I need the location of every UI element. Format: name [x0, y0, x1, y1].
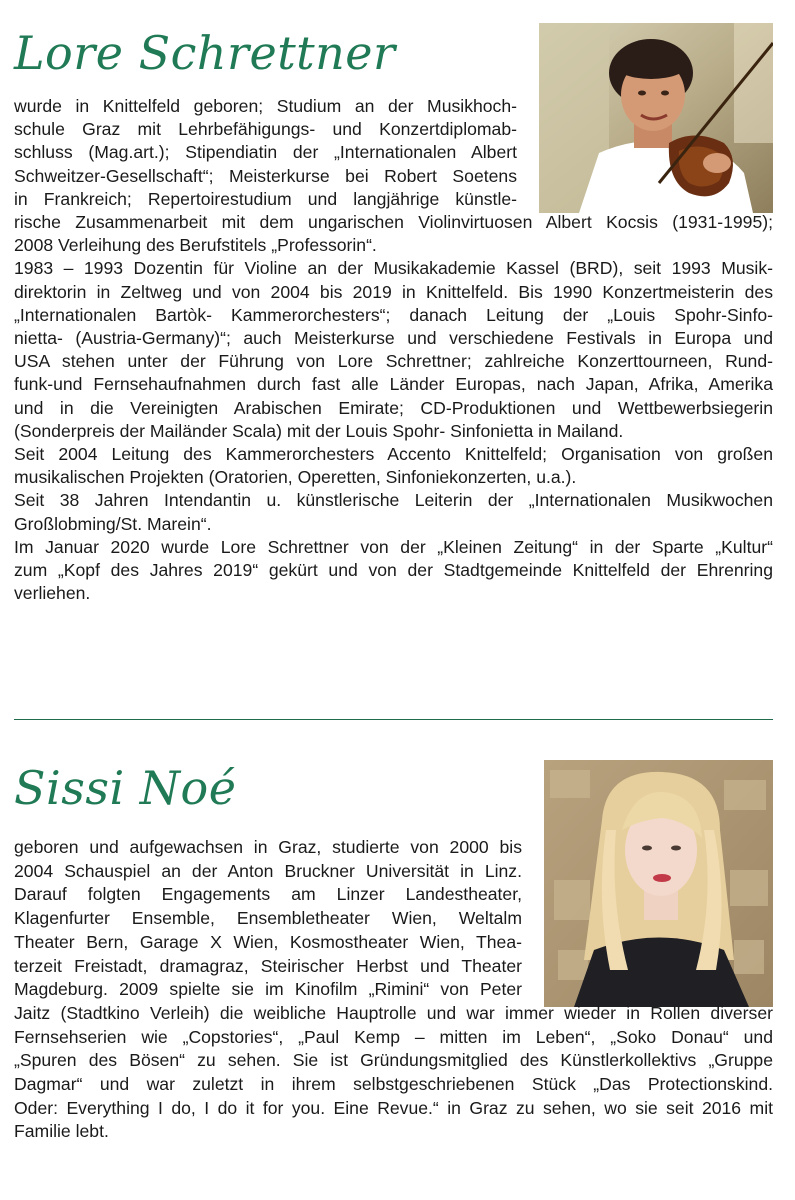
- bio-line: Familie lebt.: [14, 1121, 109, 1142]
- bio-line: und in die Vereinigten Arabischen Emirate; CD-Produktionen und Wettbewerbsiegerin: [14, 397, 773, 418]
- bio-line: zum „Kopf des Jahres 2019“ gekürt und von der Stadtgemeinde Knittelfeld der Ehrenring: [14, 560, 773, 580]
- bio-line: 1983 – 1993 Dozentin für Violine an der Musikakademie Kassel (BRD), seit 1993 Musik-: [14, 258, 773, 279]
- bio-line: Theater Bern, Garage X Wien, Kosmostheater Wien, Thea-: [14, 931, 522, 952]
- bio-name: Sissi Noé: [14, 761, 237, 815]
- bio-line: nietta- (Austria-Germany)“; auch Meisterkurse und verschiedene Festivals in Europa und: [14, 328, 773, 348]
- bio-line: Magdeburg. 2009 spielte sie im Kinofilm „Rimini“ von Peter: [14, 979, 522, 1000]
- bio-line: Klagenfurter Ensemble, Ensembletheater Wien, Weltalm: [14, 908, 522, 929]
- bio-line: rische Zusammenarbeit mit dem ungarischen Violinvirtuosen Albert Kocsis (1931-1995);: [14, 212, 773, 232]
- bio-line: musikalischen Projekten (Oratorien, Operetten, Sinfoniekonzerten, u.a.).: [14, 467, 577, 488]
- bio-line: schluss (Mag.art.); Stipendiatin der „Internationalen Albert: [14, 142, 517, 163]
- bio-line: „Internationalen Bartòk- Kammerorchesters“; danach Leitung der „Louis Spohr-Sinfo-: [14, 304, 773, 325]
- bio-line: Großlobming/St. Marein“.: [14, 513, 212, 534]
- bio-line: 2008 Verleihung des Berufstitels „Professorin“.: [14, 235, 377, 256]
- bio-line: Seit 2004 Leitung des Kammerorchesters Accento Knittelfeld; Organisation von großen: [14, 444, 773, 464]
- bio-name: Lore Schrettner: [14, 26, 396, 80]
- actress-portrait-icon: [544, 760, 773, 1007]
- bio-line: Darauf folgten Engagements am Linzer Landestheater,: [14, 884, 522, 905]
- bio-line: geboren und aufgewachsen in Graz, studierte von 2000 bis: [14, 837, 522, 857]
- bio-line: Schweitzer-Gesellschaft“; Meisterkurse bei Robert Soetens: [14, 165, 517, 186]
- bio-line: Seit 38 Jahren Intendantin u. künstlerische Leiterin der „Internationalen Musikwochen: [14, 490, 773, 511]
- bio-line: direktorin in Zeltweg und von 2004 bis 2019 in Knittelfeld. Bis 1990 Konzertmeisterin des: [14, 281, 773, 302]
- bio-line: Im Januar 2020 wurde Lore Schrettner von der „Kleinen Zeitung“ in der Sparte „Kultur“: [14, 536, 773, 557]
- bio-line: (Sonderpreis der Mailänder Scala) mit der Louis Spohr- Sinfonietta in Mailand.: [14, 420, 624, 441]
- portrait-photo-sissi: [544, 760, 773, 1007]
- bio-line: 2004 Schauspiel an der Anton Bruckner Universität in Linz.: [14, 860, 522, 881]
- bio-line: terzeit Freistadt, dramagraz, Steirischer Herbst und Theater: [14, 955, 522, 976]
- bio-line: in Frankreich; Repertoirestudium und langjährige künstle-: [14, 188, 517, 209]
- bio-line: „Spuren des Bösen“ zu sehen. Sie ist Gründungsmitglied des Künstlerkollektivs „Gruppe: [14, 1050, 773, 1071]
- bio-line: Jaitz (Stadtkino Verleih) die weibliche Hauptrolle und war immer wieder in Rollen diverser: [14, 1002, 773, 1023]
- bio-line: USA stehen unter der Führung von Lore Schrettner; zahlreiche Konzerttourneen, Rund-: [14, 351, 773, 372]
- bio-line: verliehen.: [14, 583, 91, 604]
- bio-line: Fernsehserien wie „Copstories“, „Paul Kemp – mitten im Leben“, „Soko Donau“ und: [14, 1026, 773, 1047]
- bio-line: funk-und Fernsehaufnahmen durch fast alle Länder Europas, nach Japan, Afrika, Amerika: [14, 374, 773, 395]
- bio-line: Dagmar“ und war zuletzt in ihrem selbstgeschriebenen Stück „Das Protectionskind.: [14, 1074, 773, 1094]
- bio-line: wurde in Knittelfeld geboren; Studium an der Musikhoch-: [14, 96, 517, 116]
- bio-line: schule Graz mit Lehrbefähigungs- und Konzertdiplomab-: [14, 119, 517, 140]
- bio-line: Oder: Everything I do, I do it for you. Eine Revue.“ in Graz zu sehen, wo sie seit 2016 mit: [14, 1097, 773, 1118]
